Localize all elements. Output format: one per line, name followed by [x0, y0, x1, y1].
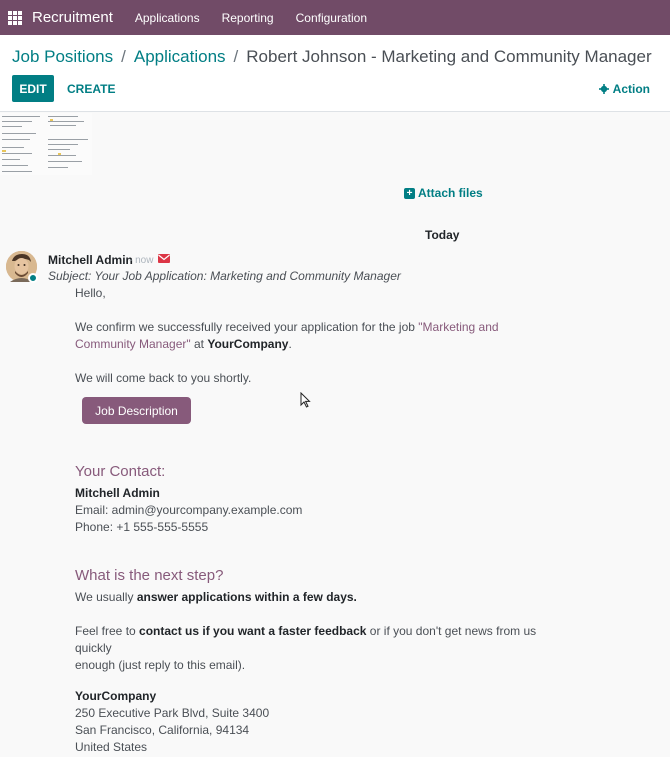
- attach-files-button[interactable]: [404, 186, 483, 200]
- edit-button[interactable]: EDIT: [12, 75, 54, 102]
- contact-name-text: Mitchell Admin: [75, 486, 160, 500]
- breadcrumb-applications[interactable]: Applications: [133, 47, 226, 66]
- date-separator: Today: [425, 228, 460, 242]
- action-label: Action: [612, 81, 650, 96]
- breadcrumb-current: Robert Johnson - Marketing and Community Manager: [246, 47, 652, 66]
- signature-address-1: 250 Executive Park Blvd, Suite 3400: [75, 706, 270, 720]
- feel-line2: enough (just reply to this email).: [75, 658, 246, 672]
- action-button[interactable]: [599, 75, 650, 102]
- attach-files-label: Attach files: [418, 186, 483, 200]
- contact-heading: Your Contact:: [75, 463, 166, 480]
- confirm-paragraph: [75, 319, 555, 353]
- signature-company: [75, 688, 156, 705]
- job-description-button[interactable]: Job Description: [82, 397, 191, 424]
- breadcrumb-separator: /: [233, 47, 239, 66]
- top-navbar: [0, 0, 670, 35]
- message-subject: Subject: Your Job Application: Marketing and Community Manager: [48, 269, 401, 283]
- job-name-link[interactable]: "Marketing and Community Manager": [75, 320, 499, 351]
- signature-country: United States: [75, 740, 148, 754]
- control-panel: [0, 35, 670, 112]
- come-back-text: We will come back to you shortly.: [75, 371, 252, 385]
- feel-prefix: Feel free to: [75, 624, 140, 638]
- breadcrumb: [12, 47, 652, 67]
- apps-grid-icon[interactable]: [8, 11, 22, 25]
- feel-bold: contact us if you want a faster feedback: [139, 624, 367, 638]
- mouse-cursor-icon: [300, 392, 311, 408]
- attachment-thumbnail[interactable]: [0, 113, 92, 175]
- next-bold: answer applications within a few days.: [136, 590, 357, 604]
- gear-icon: [599, 84, 609, 94]
- breadcrumb-separator: /: [121, 47, 126, 66]
- menu-applications[interactable]: Applications: [134, 10, 200, 25]
- contact-phone: Phone: +1 555-555-5555: [75, 520, 209, 534]
- create-button[interactable]: CREATE: [67, 81, 116, 96]
- company-name: YourCompany: [207, 337, 289, 351]
- menu-reporting[interactable]: Reporting: [221, 10, 274, 25]
- signature-address-2: San Francisco, California, 94134: [75, 723, 250, 737]
- envelope-icon[interactable]: [158, 254, 170, 263]
- confirm-prefix: We confirm we successfully received your application for the job: [75, 320, 419, 334]
- next-step-heading: What is the next step?: [75, 567, 224, 584]
- next-step-text: [75, 589, 357, 606]
- menu-configuration[interactable]: Configuration: [295, 10, 367, 25]
- online-status-icon: [28, 273, 38, 283]
- feel-free-paragraph: [75, 623, 555, 674]
- confirm-suffix: .: [288, 337, 292, 351]
- plus-square-icon: +: [404, 188, 415, 199]
- breadcrumb-job-positions[interactable]: Job Positions: [12, 47, 114, 66]
- feel-suffix: or if you don't get news from us quickly: [75, 624, 537, 655]
- confirm-mid: at: [190, 337, 208, 351]
- greeting: Hello,: [75, 286, 106, 300]
- message-time: - now: [129, 255, 154, 266]
- avatar[interactable]: [6, 251, 37, 282]
- message-author[interactable]: Mitchell Admin: [48, 253, 133, 267]
- next-prefix: We usually: [75, 590, 137, 604]
- contact-name: [75, 485, 160, 502]
- signature-company-text: YourCompany: [75, 689, 157, 703]
- app-name[interactable]: Recruitment: [32, 9, 113, 26]
- contact-email: Email: admin@yourcompany.example.com: [75, 503, 303, 517]
